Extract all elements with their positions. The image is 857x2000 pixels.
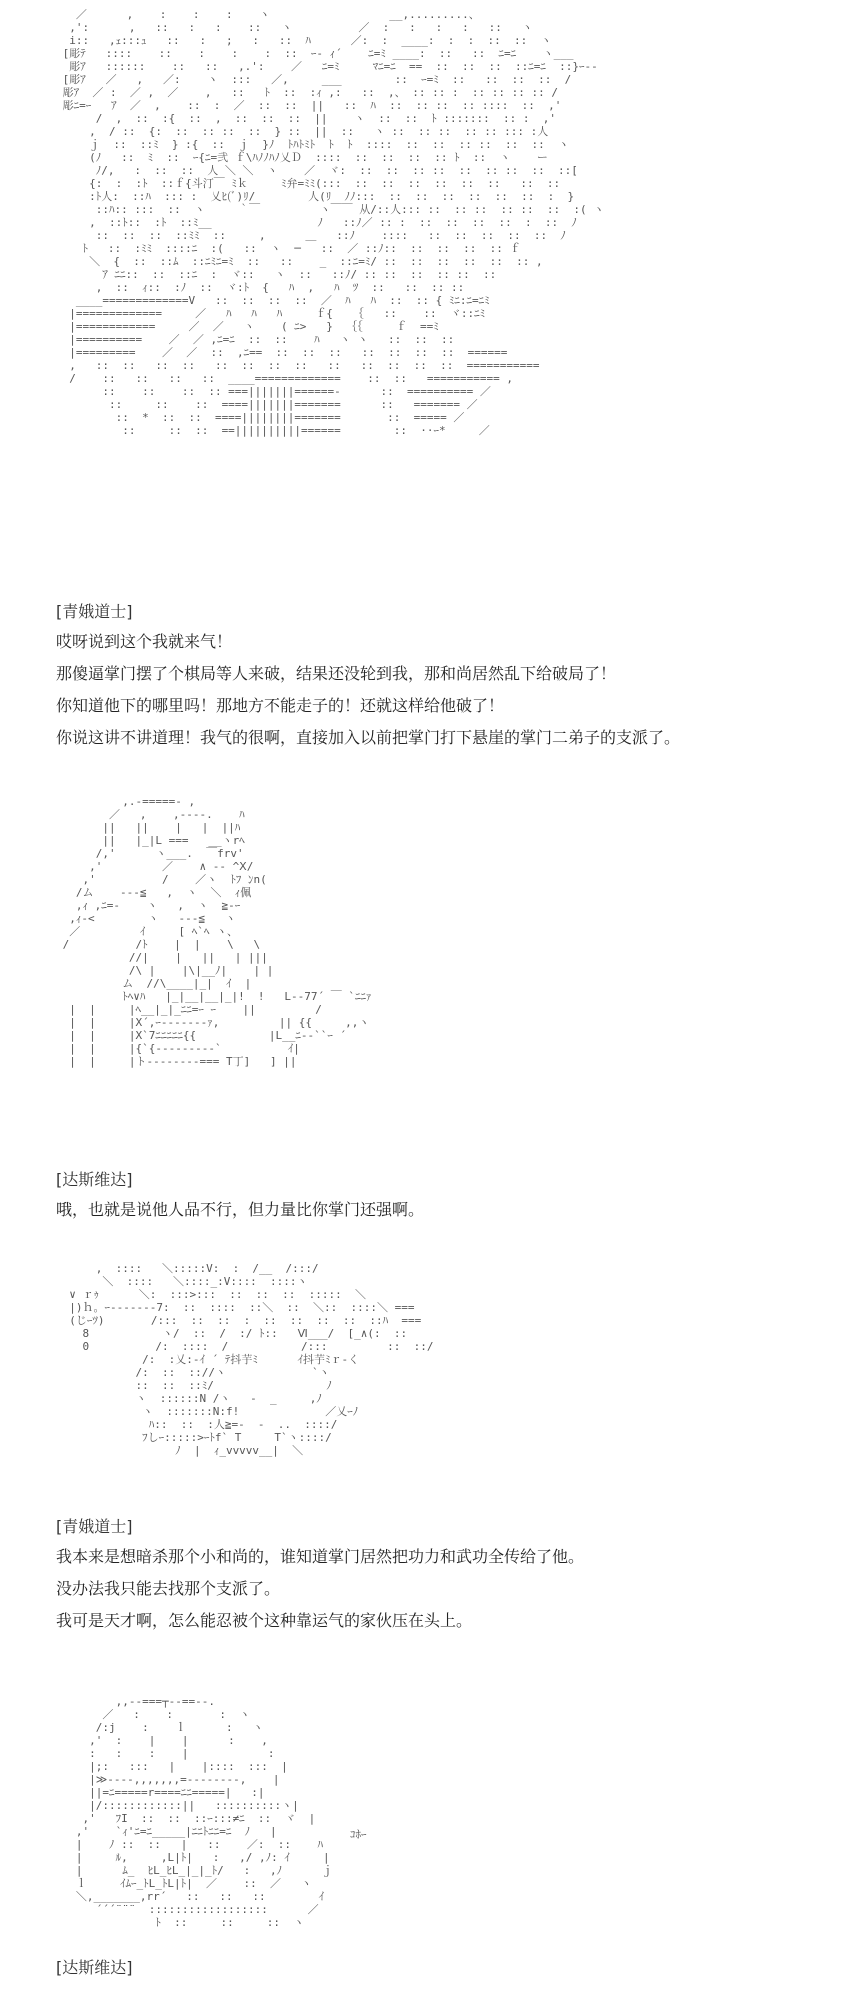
speaker-label: [青娥道士] xyxy=(56,602,133,621)
dialogue-line: 你知道他下的哪里吗！那地方不能走子的！还就这样给他破了！ xyxy=(56,696,505,715)
speaker-label: [达斯维达] xyxy=(56,1170,133,1189)
dialogue-block xyxy=(56,1170,816,1232)
dialogue-block xyxy=(56,1958,816,1988)
dialogue-line: 哎呀说到这个我就来气！ xyxy=(56,632,233,651)
ascii-art-qinge-daoshi-smug: , :::: ＼:::::V: : /__ /:::/ ＼ :::: ＼::::_:V:::: ::::ヽ ∨ ｒｩ ＼: :::>::: :: :: :: ::::: ＼ |)ｈ。ｰ-------7: :: :::: ::＼ :: ＼:: ::::＼ === (じｰﾂ) /::: :: :: : :: :: :: :: ::ﾊ === 8 ヽ/ :: / :/ ﾄ:: Ⅵ___/ [_∧(: :: 0 /: :::: / /::: :: ::/ /: :乂:-ｲ ´ ﾃ抖芋ﾐ ｲ抖芋ﾐｒ-く /: :: :://ヽ `ヽ :: :: ::ﾐ/ ﾉ ヽ ::::::N /ヽ - _ ,ﾉ ヽ :::::::N:f! ／乂ｰﾉ ﾊ:: :: :人≧=- - .. ::::/ ﾌしｰ:::::>ｰﾄf` T T`ヽ::::/ ﾉ | ｨ_vvvvv__| ＼ xyxy=(69,1262,434,1457)
dialogue-block xyxy=(56,602,816,760)
dialogue-line: 我本来是想暗杀那个小和尚的，谁知道掌门居然把功力和武功全传给了他。 xyxy=(56,1547,585,1566)
dialogue-line: 你说这讲不讲道理！我气的很啊，直接加入以前把掌门打下悬崖的掌门二弟子的支派了。 xyxy=(56,728,681,747)
ascii-art-vader-helmet: ,,--===┬--==--. ／ : : : ヽ /:j : ｌ : ヽ ,' : | | : , : : : | : |;: ::: | |:::: ::: | |≫----,,,,,,,=--------, | ||=ﾆ=====r====ﾆﾆ=====| :| |/::::::::::::|| ::::::::::ヽ| ,' ﾌI :: :: ::ｰ:::≠ﾆ :: ヾ | ,' `ｨ'ﾆ=ﾆ_____|ﾆﾆﾄﾆﾆ=ﾆ ﾉ | | ﾉ :: :: | :: ／: :: ﾊ | ﾙ, ,L|ﾄ| : ,/ ,ﾉ: ｲ | | ﾑ_ ﾋL_ﾋL_|_|_ﾄ/ : ,ﾉ ｊ ｌ ｲﾑｰ_ﾄL_ﾄL|ﾄ| ／ :: ／ ヽ ＼,_______,rr´ :: :: :: ｲ ´´´¨¨¨ :::::::::::::::::: ／ ﾄ :: :: :: ヽ xyxy=(75,1695,333,1929)
dialogue-line: 那傻逼掌门摆了个棋局等人来破，结果还没轮到我，那和尚居然乱下给破局了！ xyxy=(56,664,617,683)
dialogue-line: 我可是天才啊，怎么能忍被个这种靠运气的家伙压在头上。 xyxy=(56,1611,473,1630)
dialogue-block xyxy=(56,1517,816,1643)
ascii-art-darth-vader: ,.-=====- , ／ , ,----. ﾊ || || | | ||ﾊ || |_|L === __ヽrﾍ /,' ヽ___. ￣frv' ,' ／ ∧ -- ^Ⅹ/ ,' / ／ヽ ﾄﾌ ﾝn( /ム ---≦ , ヽ ＼ ｨ佩 ,ｨ ,ﾆ=- ヽ , ヽ ≧-ｰ ,ｨ-< ヽ ---≦ ヽ ／ ｲ [ ﾍ`ﾍ ヽ、 / /ﾄ | | \ \ //| | || | ||| /\ | |\|__ﾉ| | | ム //\____|_| ｲ | ﾄﾍ∨ﾊ |_|__|__|_|! ! L--77´ ￣ `ﾆﾆｧ | | |ﾍ__|_|_ﾆﾆ=ｰ ｰ || / | | |X´,ｰ-------ｧ, || {{ ,,ヽ | | |X`7ﾆﾆﾆﾆﾆ{{ |L__ﾆ--``ｰ ´ | | |{`{---------` ｲ| | | |ト--------=== T丁] ] || xyxy=(62,795,372,1068)
dialogue-line: 没办法我只能去找那个支派了。 xyxy=(56,1579,281,1598)
speaker-label: [达斯维达] xyxy=(56,1958,133,1977)
ascii-art-qinge-daoshi: ／ , : : : ヽ __,.........、 ,': , :: : : :: ヽ ／ : : : : :: ヽ i:: ,ｪ:::ｭ :: : ; : :: ﾊ ／: : ____: : : :: :: ヽ [彫ﾃ :::: :: : : : :: ｰ- ｨ´ ﾆ=ﾐ ____: :: :: ﾆ=ﾆ ヽ___ 彫ｱ :::::: :: :: ,.': ／ ﾆ=ﾐ ﾏﾆ=ﾆ == :: :: :: ::ﾆ=ﾆ ::}ｰ-- [彫ｱ ／ , ／: ヽ ::: ／, ___ :: ｰ=ﾐ :: :: :: :: / 彫ｱ ／ : ／ , ／ , :: ﾄ :: :ｨ ,: :: ,、 :: :: : :: :: :: :: / 彫ﾆ=ｰ ｱ ／ , :: : ／ :: :: || :: ﾊ :: :: :: :: :::: :: ,' / , :: :{ :: , :: :: :: || ヽ :: :: ﾄ ::::::: :: : ,' , / :: {: :: :: :: :: } :: || :: ヽ :: :: :: :: :: ::: :人 ｊ :: ::ﾐ } :{ :: ｊ }ﾉ ﾄﾊﾄﾐﾄ ﾄ ﾄ :::: :: :: :: :: :: :: ヽ (ﾉ :: ﾐ :: ｰ{ﾆ=弐 ｆ\ﾊﾉﾉﾊﾉ乂Ｄ :::: :: :: :: :: ﾄ :: ヽ ー ﾉ/, : :: :: 人 ＼ ＼ ヽ ／ ヾ: :: :: :: :: :: :: :: :: ::[ {: : :ﾄ ::ｆ{斗汀￣ ﾐｋ ﾐ弁=ﾐﾐ(::: :: :: :: :: :: :: :: :: :ﾄ人: ::ﾊ ::: : 乂ﾋ(ﾞ)ﾘ/ 人(ﾘ ﾉﾉ::: :: :: :: :: :: :: : } ::ﾊ:: ::: :: ヽ ｀￣ ヽ￣￣ 从/::人::: :: :: :: :: :: :: :( ヽ , ::ﾄ:: :ﾄ ::ﾐ__ ﾉ ::ﾉ／ :: : :: :: :: :: : :: ﾉ :: :: :: ::ﾐﾐ :: , ＿ ::ﾉ :::: :: :: :: :: :: ﾉ ﾄ :: :ﾐﾐ ::::ﾆ :( :: ヽ ─ :: ／ ::ﾉ:: :: :: :: :: ｆ ＼ { :: ::ﾑ ::ﾆﾐﾆ=ﾐ :: :: _ ::ﾆ=ﾐ/ :: :: :: :: :: :: , ｱ ﾆﾆ:: :: ::ﾆ : ヾ:: ヽ :: ::ﾉ/ :: :: :: :: :: :: , :: ｨ:: :ﾉ :: ヾ:ﾄ { ﾊ , ﾊ ﾂ :: :: :: :: ____=============V :: :: :: :: ／ ﾊ ﾊ :: :: { ﾐﾆ:ﾆ=ﾆﾐ |============= ／ ﾊ ﾊ ﾊ ｆ{ ｛ :: :: ヾ::ﾆﾐ |============ ／ ／ ヽ ( ﾆ> } ｛｛ ｆ ==ﾐ |========== ／ ／ ,ﾆ=ﾆ :: :: ﾊ ヽ ヽ :: :: :: |========= ／ ／ :: ,ﾆ== :: :: :: :: :: :: :: ====== , :: :: :: :: :: :: :: :: :: :: :: :: :: =========== / :: :: :: :: ____============= :: :: =========== , :: :: :: :: ===|||||||======- :: ========== ／ :: :: :: ====|||||||======= :: ======= ／ :: * :: :: ====||||||||======= :: ===== ／ :: :: :: ==||||||||||====== :: ··ｰ* ／ xyxy=(62,8,605,437)
breathing-sfx: ｺﾎｰ xyxy=(350,1828,367,1841)
speaker-label: [青娥道士] xyxy=(56,1517,133,1536)
dialogue-line: 哦，也就是说他人品不行，但力量比你掌门还强啊。 xyxy=(56,1200,425,1219)
